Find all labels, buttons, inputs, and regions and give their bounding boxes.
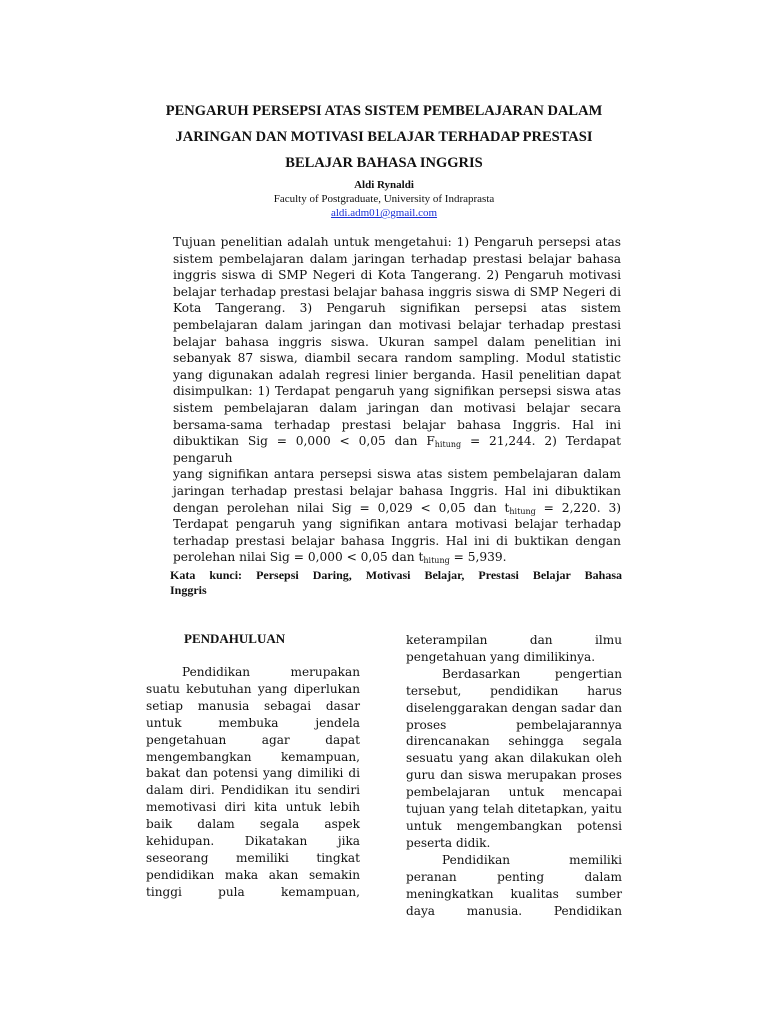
abstract-line: sistem pembelajaran dalam jaringan dan motivasi belajar secara [173,400,621,415]
author-name: Aldi Rynaldi [354,179,414,191]
title-line: PENGARUH PERSEPSI ATAS SISTEM PEMBELAJARAN DALAM [165,103,603,119]
body-line: sesuatu yang akan dilakukan oleh [406,751,622,766]
body-line: kehidupan. Dikatakan jika [146,834,360,849]
body-line: keterampilan dan ilmu [406,633,622,647]
abstract-line: pembelajaran dalam jaringan dan motivasi belajar terhadap prestasi [173,317,621,332]
body-line: memotivasi diri kita untuk lebih [146,800,360,815]
email-link[interactable]: aldi.adm01@gmail.com [330,207,438,219]
abstract [173,234,621,566]
subscript-hitung: hitung [434,440,462,450]
body-line: pengetahuan yang dimilikinya. [406,649,596,664]
abstract-line [173,549,621,566]
abstract-line: Terdapat pengaruh yang signifikan antara motivasi belajar terhadap [173,517,621,532]
author-email [0,206,768,220]
body-line: diselenggarakan dengan sadar dan [406,700,622,715]
body-line: proses pembelajarannya [406,717,622,732]
abstract-line [173,500,621,517]
abstract-line: sebanyak 87 siswa, diambil secara random sampling. Modul statistic [173,351,621,366]
abstract-text: dibuktikan Sig = 0,000 < 0,05 dan F [173,434,435,449]
body-line: meningkatkan kualitas sumber [406,886,622,901]
abstract-line: yang signifikan antara persepsi siswa atas sistem pembelajaran dalam [173,467,621,482]
body-line: dalam diri. Pendidikan itu sendiri [146,783,360,798]
body-line: tujuan yang telah ditetapkan, yaitu [406,802,622,817]
abstract-text: dengan perolehan nilai Sig = 0,029 < 0,05 dan t [173,500,510,515]
body-line: Pendidikan memiliki [442,852,622,867]
title-line: JARINGAN DAN MOTIVASI BELAJAR TERHADAP PRESTASI [175,129,593,145]
body-line: seseorang memiliki tingkat [146,850,360,865]
author-affiliation: Faculty of Postgraduate, University of Indraprasta [273,193,495,205]
abstract-line: belajar bahasa inggris siswa. Ukuran sampel dalam penelitian ini [173,334,621,349]
body-line: untuk membuka jendela [146,715,360,730]
abstract-line: Kota Tangerang. 3) Pengaruh signifikan persepsi atas sistem [173,301,621,316]
subscript-hitung: hitung [423,556,450,566]
body-line: tersebut, pendidikan harus [406,683,622,698]
abstract-line: disimpulkan: 1) Terdapat pengaruh yang signifikan persepsi siswa atas [173,384,621,399]
keywords-line: Inggris [170,583,207,597]
body-line: baik dalam segala aspek [146,817,360,832]
body-line: Berdasarkan pengertian [442,666,622,681]
body-line: mengembangkan kemampuan, [146,749,360,764]
abstract-line: bersama-sama terhadap prestasi belajar bahasa Inggris. Hal ini [173,417,621,432]
keywords [170,568,622,598]
section-heading: PENDAHULUAN [184,631,286,646]
abstract-line [173,433,621,466]
abstract-line: inggris siswa di SMP Negeri di Kota Tangerang. 2) Pengaruh motivasi [173,268,621,283]
abstract-text: = 5,939. [449,550,507,565]
body-line: pembelajaran untuk mencapai [406,785,622,800]
abstract-text: = 21,244. 2) Terdapat pengaruh [173,434,621,465]
body-line: daya manusia. Pendidikan [406,903,622,918]
abstract-line: terhadap prestasi belajar bahasa Inggris. Hal ini di buktikan dengan [173,533,621,548]
abstract-line: belajar terhadap prestasi belajar bahasa inggris siswa di SMP Negeri di [173,284,621,299]
abstract-line: yang digunakan adalah regresi linier berganda. Hasil penelitian dapat [173,367,621,382]
body-line: bakat dan potensi yang dimiliki di [146,766,360,781]
body-line: guru dan siswa merupakan proses [406,768,622,783]
body-line: untuk mengembangkan potensi [406,818,622,833]
abstract-text: = 2,220. 3) [535,500,621,515]
body-line: peserta didik. [406,835,491,850]
title-line: BELAJAR BAHASA INGGRIS [285,155,483,171]
keywords-line: Kata kunci: Persepsi Daring, Motivasi Belajar, Prestasi Belajar Bahasa [170,568,622,582]
body-line: tinggi pula kemampuan, [146,884,360,899]
left-column [146,664,360,901]
body-line: pengetahuan agar dapat [146,732,360,747]
body-line: suatu kebutuhan yang diperlukan [146,681,360,696]
body-line: setiap manusia sebagai dasar [146,698,360,713]
right-column [406,632,622,919]
body-line: peranan penting dalam [406,869,622,884]
paper-title [120,98,648,176]
abstract-line: Tujuan penelitian adalah untuk mengetahui: 1) Pengaruh persepsi atas [173,235,621,249]
abstract-line: sistem pembelajaran dalam jaringan terhadap prestasi belajar bahasa [173,251,621,266]
abstract-line: jaringan terhadap prestasi belajar bahasa Inggris. Hal ini dibuktikan [173,483,621,498]
body-line: Pendidikan merupakan [182,665,360,679]
subscript-hitung: hitung [509,506,536,516]
body-line: pendidikan maka akan semakin [146,867,360,882]
body-line: direncanakan sehingga segala [406,734,622,749]
abstract-text: perolehan nilai Sig = 0,000 < 0,05 dan t [173,550,424,565]
